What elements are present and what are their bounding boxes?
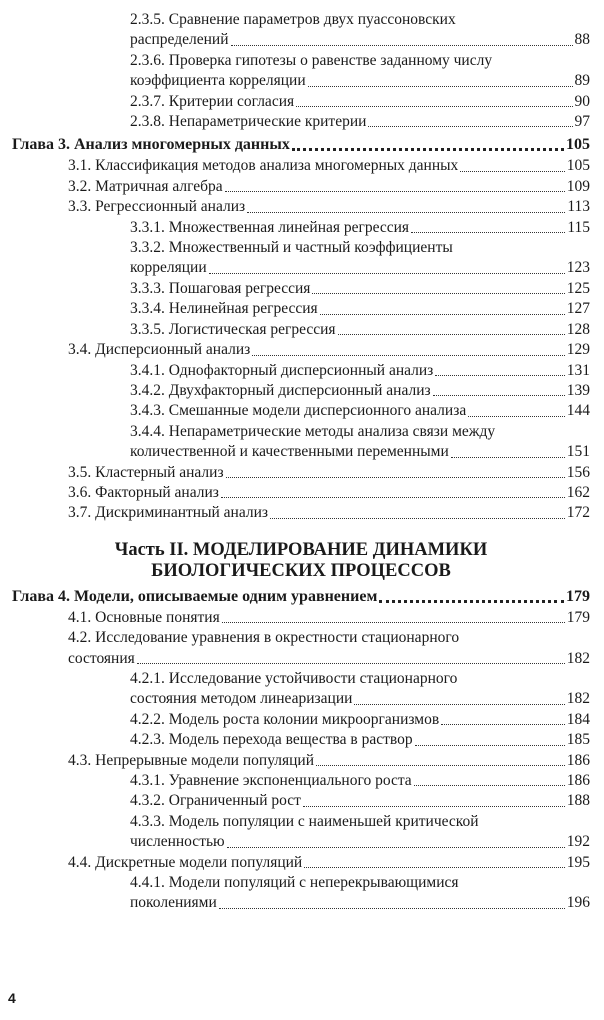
toc-entry — [12, 156, 590, 176]
toc-entry-title: 3.3. Регрессионный анализ — [68, 198, 246, 216]
toc-section-part-2 — [12, 586, 590, 914]
dot-leader — [433, 395, 565, 396]
dot-leader — [270, 518, 565, 519]
dot-leader — [411, 232, 565, 233]
part-title-line-1: Часть II. МОДЕЛИРОВАНИЕ ДИНАМИКИ — [114, 539, 488, 560]
toc-entry — [12, 401, 590, 421]
toc-entry-title: Глава 4. Модели, описываемые одним уравнением — [12, 587, 378, 605]
toc-entry-title-line: 3.4.4. Непараметрические методы анализа связи между — [130, 422, 496, 440]
toc-page-number: 123 — [566, 259, 590, 277]
toc-page-number: 188 — [566, 792, 590, 810]
toc-entry — [12, 710, 590, 730]
table-of-contents — [12, 10, 590, 914]
dot-leader — [308, 86, 573, 87]
toc-entry-title: 3.4. Дисперсионный анализ — [68, 341, 251, 359]
toc-entry — [12, 422, 590, 463]
toc-page-number: 113 — [567, 198, 590, 216]
toc-page-number: 156 — [566, 463, 590, 481]
dot-leader — [338, 334, 565, 335]
toc-entry — [12, 503, 590, 523]
toc-page-number: 186 — [566, 772, 590, 789]
toc-page-number: 151 — [566, 443, 590, 461]
dot-leader — [225, 191, 565, 192]
toc-entry — [12, 381, 590, 401]
toc-entry — [12, 112, 590, 132]
toc-entry-title: 3.4.1. Однофакторный дисперсионный анализ — [130, 361, 434, 379]
toc-entry-title: 4.1. Основные понятия — [68, 608, 220, 626]
toc-page-number: 192 — [566, 833, 590, 851]
toc-entry-title: 3.4.2. Двухфакторный дисперсионный анализ — [130, 381, 431, 399]
toc-entry-title: 2.3.7. Критерии согласия — [130, 92, 295, 110]
dot-leader — [320, 314, 565, 315]
dot-leader — [316, 765, 565, 766]
toc-entry-title: 3.1. Классификация методов анализа многомерных данных — [68, 157, 459, 175]
dot-leader — [435, 375, 564, 376]
toc-page-number: 195 — [566, 853, 590, 871]
toc-entry-title: 4.2.2. Модель роста колонии микроорганизмов — [130, 710, 440, 728]
dot-leader — [460, 171, 564, 172]
dot-leader — [222, 622, 565, 623]
toc-page-number: 105 — [566, 157, 590, 175]
toc-entry-title: 2.3.8. Непараметрические критерии — [130, 113, 367, 131]
dot-leader — [252, 355, 565, 356]
toc-page-number: 179 — [566, 608, 590, 626]
toc-entry — [12, 873, 590, 914]
dot-leader — [451, 457, 565, 458]
toc-entry — [12, 340, 590, 360]
dot-leader — [221, 497, 565, 498]
toc-entry-title: поколениями — [130, 894, 217, 912]
toc-entry-title: 3.7. Дискриминантный анализ — [68, 504, 269, 522]
toc-page-number: 115 — [567, 218, 590, 236]
toc-page-number: 89 — [574, 72, 590, 90]
part-title — [12, 540, 590, 582]
toc-entry-title: состояния методом линеаризации — [130, 690, 353, 708]
toc-entry-title: 3.3.1. Множественная линейная регрессия — [130, 218, 410, 236]
toc-entry-title-line: 2.3.6. Проверка гипотезы о равенстве заданному числу — [130, 51, 493, 69]
dot-leader — [219, 908, 565, 909]
toc-entry — [12, 771, 590, 791]
toc-entry — [12, 463, 590, 483]
dot-leader — [312, 293, 564, 294]
toc-entry-title: 3.6. Факторный анализ — [68, 483, 219, 501]
toc-entry — [12, 791, 590, 811]
toc-entry-title: 4.3.1. Уравнение экспоненциального роста — [130, 772, 412, 789]
part-title-line-2: БИОЛОГИЧЕСКИХ ПРОЦЕССОВ — [151, 560, 451, 581]
toc-section-part-1 — [12, 10, 590, 524]
toc-chapter-entry — [12, 134, 590, 155]
toc-entry — [12, 92, 590, 112]
toc-page-number: 162 — [566, 483, 590, 501]
toc-entry-title: 3.3.4. Нелинейная регрессия — [130, 300, 318, 318]
toc-page-number: 179 — [566, 587, 590, 605]
toc-page-number: 182 — [566, 690, 590, 708]
toc-page-number: 127 — [566, 300, 590, 318]
toc-entry-title: 3.5. Кластерный анализ — [68, 463, 224, 481]
toc-page-number: 109 — [566, 177, 590, 195]
toc-page-number: 129 — [566, 341, 590, 359]
dot-leader — [137, 663, 565, 664]
toc-entry — [12, 10, 590, 51]
dot-leader — [292, 148, 564, 151]
dot-leader — [226, 477, 565, 478]
toc-entry-title: корреляции — [130, 259, 207, 277]
toc-entry — [12, 51, 590, 92]
toc-entry-title: распределений — [130, 31, 229, 49]
dot-leader — [354, 704, 564, 705]
toc-entry-title: 3.4.3. Смешанные модели дисперсионного анализа — [130, 402, 467, 420]
dot-leader — [415, 745, 565, 746]
dot-leader — [303, 806, 565, 807]
toc-page-number: 196 — [566, 894, 590, 912]
toc-entry — [12, 218, 590, 238]
dot-leader — [231, 45, 573, 46]
toc-page-number: 184 — [566, 710, 590, 728]
toc-entry-title: 3.3.5. Логистическая регрессия — [130, 320, 336, 338]
toc-entry-title: 4.3.2. Ограниченный рост — [130, 792, 301, 810]
toc-page-number: 172 — [566, 504, 590, 522]
toc-page-number: 186 — [566, 751, 590, 769]
toc-entry-title: 4.2.3. Модель перехода вещества в раствор — [130, 731, 413, 749]
toc-page-number: 90 — [574, 92, 590, 110]
dot-leader — [368, 126, 572, 127]
toc-entry-title: 3.2. Матричная алгебра — [68, 177, 223, 195]
toc-entry — [12, 669, 590, 710]
toc-entry — [12, 730, 590, 750]
toc-chapter-entry — [12, 586, 590, 607]
toc-entry-title: количественной и качественными переменными — [130, 443, 449, 461]
toc-entry — [12, 279, 590, 299]
dot-leader — [379, 600, 564, 603]
toc-entry-title-line: 4.4.1. Модели популяций с неперекрывающимися — [130, 874, 459, 892]
toc-entry-title-line: 4.2. Исследование уравнения в окрестности стационарного — [68, 629, 460, 647]
page-number: 4 — [8, 990, 16, 1006]
toc-entry — [12, 483, 590, 503]
toc-entry — [12, 361, 590, 381]
toc-page-number: 105 — [566, 136, 590, 154]
toc-page-number: 182 — [566, 649, 590, 667]
toc-entry — [12, 853, 590, 873]
toc-entry-title: Глава 3. Анализ многомерных данных — [12, 136, 290, 154]
toc-entry — [12, 238, 590, 279]
toc-entry-title-line: 4.3.3. Модель популяции с наименьшей критической — [130, 812, 479, 830]
dot-leader — [296, 106, 572, 107]
toc-page-number: 97 — [574, 113, 590, 131]
dot-leader — [414, 785, 565, 786]
toc-entry-title: 4.4. Дискретные модели популяций — [68, 853, 303, 871]
toc-entry-title: состояния — [68, 649, 135, 667]
dot-leader — [441, 724, 565, 725]
toc-entry-title: коэффициента корреляции — [130, 72, 306, 90]
toc-page-number: 185 — [566, 731, 590, 749]
toc-page-number: 144 — [566, 402, 590, 420]
dot-leader — [227, 847, 565, 848]
dot-leader — [209, 273, 565, 274]
dot-leader — [468, 416, 565, 417]
toc-page-number: 128 — [566, 320, 590, 338]
toc-entry-title: 4.3. Непрерывные модели популяций — [68, 751, 315, 769]
toc-entry — [12, 320, 590, 340]
toc-entry-title-line: 3.3.2. Множественный и частный коэффициенты — [130, 239, 453, 257]
toc-entry-title-line: 2.3.5. Сравнение параметров двух пуассоновских — [130, 11, 456, 28]
toc-page-number: 88 — [574, 31, 590, 49]
toc-page-number: 125 — [566, 279, 590, 297]
toc-entry-title-line: 4.2.1. Исследование устойчивости стационарного — [130, 669, 458, 687]
toc-entry — [12, 608, 590, 628]
toc-entry — [12, 177, 590, 197]
dot-leader — [304, 867, 565, 868]
toc-entry-title: численностью — [130, 833, 225, 851]
toc-entry — [12, 197, 590, 217]
toc-page-number: 139 — [566, 381, 590, 399]
toc-entry — [12, 751, 590, 771]
dot-leader — [247, 212, 565, 213]
toc-entry-title: 3.3.3. Пошаговая регрессия — [130, 279, 311, 297]
toc-entry — [12, 628, 590, 669]
toc-entry — [12, 812, 590, 853]
toc-entry — [12, 299, 590, 319]
toc-page-number: 131 — [566, 361, 590, 379]
